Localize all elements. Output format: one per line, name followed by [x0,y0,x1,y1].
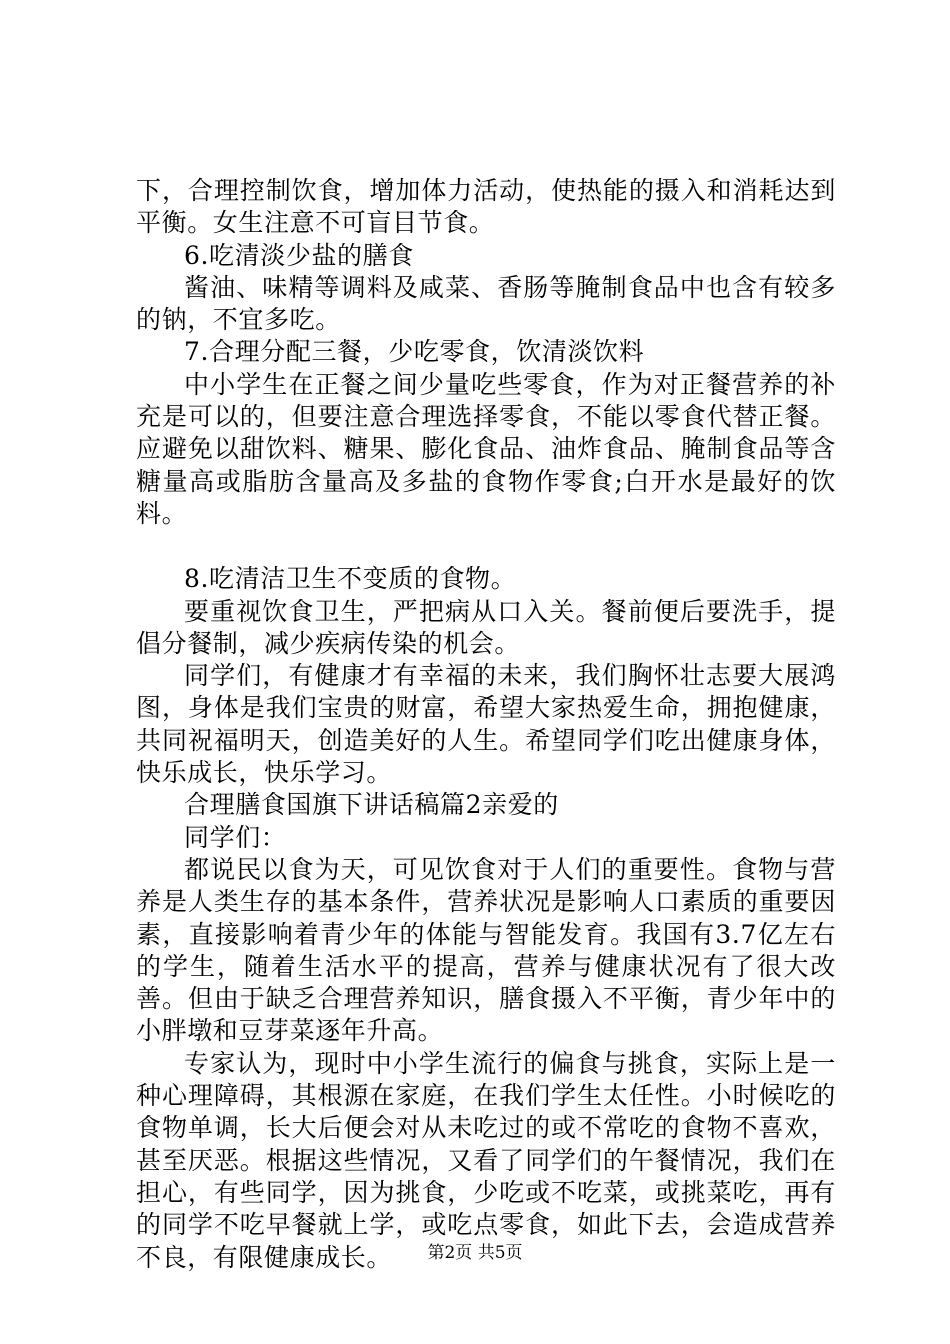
body-text [136,175,836,1274]
paragraph: 要重视饮食卫生，严把病从口入关。餐前便后要洗手，提倡分餐制，减少疾病传染的机会。 [136,596,836,658]
paragraph: 都说民以食为天，可见饮食对于人们的重要性。食物与营养是人类生存的基本条件，营养状况是影响人口素质的重要因素，直接影响着青少年的体能与智能发育。我国有3.7亿左右的学生，随着生活水平的提高，营养与健康状况有了很大改善。但由于缺乏合理营养知识，膳食摄入不平衡，青少年中的小胖墩和豆芽菜逐年升高。 [136,854,836,1046]
paragraph: 中小学生在正餐之间少量吃些零食，作为对正餐营养的补充是可以的，但要注意合理选择零食，不能以零食代替正餐。应避免以甜饮料、糖果、膨化食品、油炸食品、腌制食品等含糖量高或脂肪含量高及多盐的食物作零食;白开水是最好的饮料。 [136,369,836,528]
paragraph: 下，合理控制饮食，增加体力活动，使热能的摄入和消耗达到平衡。女生注意不可盲目节食。 [136,176,836,238]
section-heading-8: 8.吃清洁卫生不变质的食物。 [184,564,517,594]
salutation: 同学们： [184,822,287,852]
section-heading-7: 7.合理分配三餐，少吃零食，饮清淡饮料 [184,337,645,367]
paragraph: 专家认为，现时中小学生流行的偏食与挑食，实际上是一种心理障碍，其根源在家庭，在我们学生太任性。小时候吃的食物单调，长大后便会对从未吃过的或不常吃的食物不喜欢，甚至厌恶。根据这些情况，又看了同学们的午餐情况，我们在担心，有些同学，因为挑食，少吃或不吃菜，或挑菜吃，再有的同学不吃早餐就上学，或吃点零食，如此下去，会造成营养不良，有限健康成长。 [136,1048,836,1272]
page-footer: 第2页 共5页 [427,1243,523,1263]
paragraph: 同学们，有健康才有幸福的未来，我们胸怀壮志要大展鸿图，身体是我们宝贵的财富，希望大家热爱生命，拥抱健康，共同祝福明天，创造美好的人生。希望同学们吃出健康身体，快乐成长，快乐学习。 [136,661,836,788]
paragraph: 酱油、味精等调料及咸菜、香肠等腌制食品中也含有较多的钠，不宜多吃。 [136,272,836,335]
speech-title: 合理膳食国旗下讲话稿篇2亲爱的 [184,790,559,820]
section-heading-6: 6.吃清淡少盐的膳食 [184,240,414,270]
